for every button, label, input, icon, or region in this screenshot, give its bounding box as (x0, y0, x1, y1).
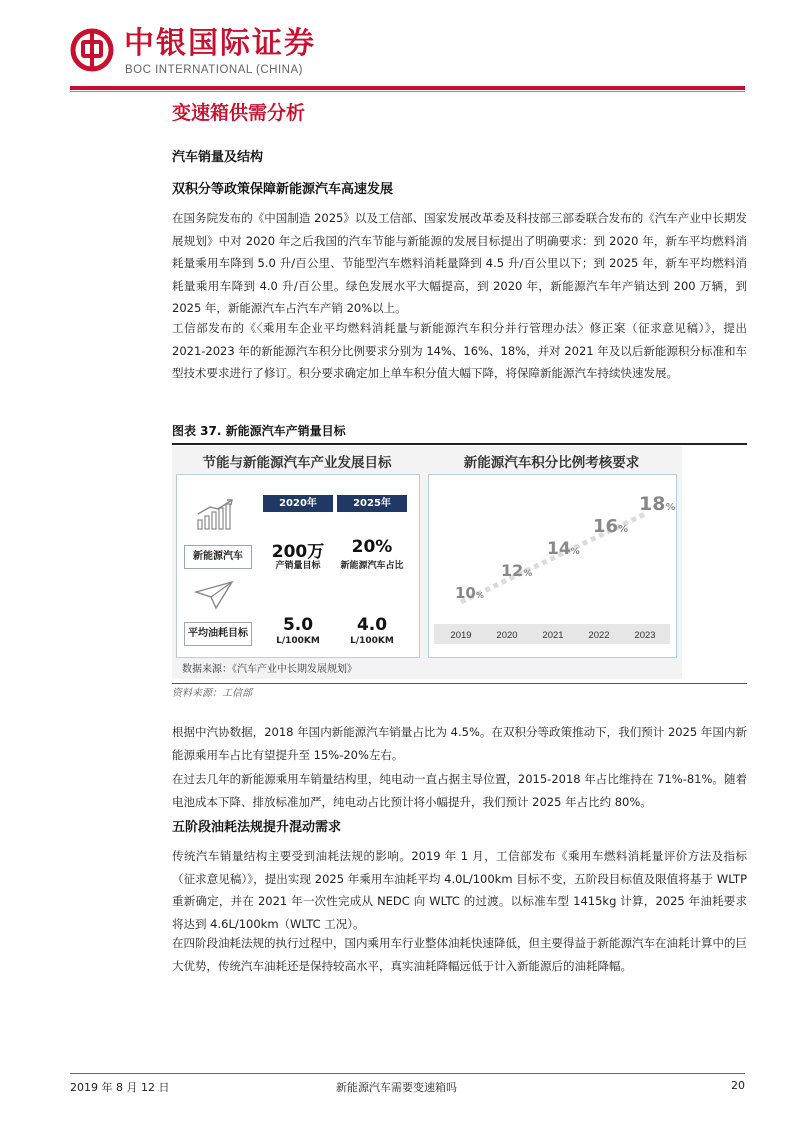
sub-2020-fuel: L/100KM (276, 636, 320, 646)
header-rule-thin (70, 91, 745, 92)
paper-plane-icon (194, 580, 234, 610)
paragraph: 传统汽车销量结构主要受到油耗法规的影响。2019 年 1 月，工信部发布《乘用车燃料消耗量评价方法及指标（征求意见稿）》，提出实现 2025 年乘用车油耗平均 4.0L/100km 目标不变，五阶段目标值及限值将基于 WLTP 重新确定，并在 2021 年一次性完成从 NEDC 向 WLTC 的过渡。以标准车型 1415kg 计算，2025 年油耗要求将达到 4.6L/100km（WLTC 工况）。 (172, 849, 747, 931)
paragraph: 根据中汽协数据，2018 年国内新能源汽车销量占比为 4.5%。在双积分等政策推动下，我们预计 2025 年国内新能源乘用车占比有望提升至 15%-20%左右。 (172, 725, 747, 762)
year-badge-2025: 2025年 (337, 495, 407, 512)
left-panel-title: 节能与新能源汽车产业发展目标 (202, 455, 392, 471)
bar-chart-trend-icon (196, 498, 236, 530)
value-2020-fuel: 5.0 (282, 615, 314, 635)
data-label: 10% (455, 584, 484, 602)
x-tick-label: 2023 (634, 630, 656, 641)
value-2025-share: 20% (351, 537, 393, 557)
footer-date: 2019 年 8 月 12 日 (70, 1081, 170, 1094)
paragraph: 在国务院发布的《中国制造 2025》以及工信部、国家发展改革委及科技部三部委联合发布的《汽车产业中长期发展规划》中对 2020 年之后我国的汽车节能与新能源的发展目标提出了明确要求：到 2020 年，新车平均燃料消耗量乘用车降到 5.0 升/百公里、节能型汽车燃料消耗量降到 4.5 升/百公里以下；到 2025 年，新车平均燃料消耗量乘用车降到 4.0 升/百公里。绿色发展水平大幅提高，到 2020 年，新能源汽车年产销达到 200 万辆，到 2025 年，新能源汽车占汽车产销 20%以上。 (172, 211, 747, 316)
paragraph: 在四阶段油耗法规的执行过程中，国内乘用车行业整体油耗快速降低，但主要得益于新能源汽车在油耗计算中的巨大优势，传统汽车油耗还是保持较高水平，真实油耗降幅远低于计入新能源后的油耗降幅。 (172, 936, 747, 973)
year-badge-2020: 2020年 (263, 495, 333, 512)
data-label: 12% (501, 561, 533, 580)
figure-rule-top (172, 443, 747, 445)
x-tick-label: 2019 (450, 630, 472, 641)
footer-title: 新能源汽车需要变速箱吗 (336, 1081, 457, 1094)
data-label: 18% (639, 493, 676, 515)
subsection-title: 汽车销量及结构 (172, 150, 264, 165)
value-2025-fuel: 4.0 (356, 615, 388, 635)
value-2020-sales: 200万 (271, 542, 325, 562)
x-tick-label: 2021 (542, 630, 564, 641)
header-rule (70, 86, 745, 90)
figure-rule-bottom (172, 683, 747, 684)
row-label-nev: 新能源汽车 (184, 545, 252, 569)
heading-fuel-regulation: 五阶段油耗法规提升混动需求 (172, 820, 342, 835)
paragraph: 在过去几年的新能源乘用车销量结构里，纯电动一直占据主导位置，2015-2018 年占比维持在 71%-81%。随着电池成本下降、排放标准加严，纯电动占比预计将小幅提升，我们预计 2025 年占比约 80%。 (172, 772, 747, 809)
sub-2025-fuel: L/100KM (350, 636, 394, 646)
figure-data-source: 数据来源：《汽车产业中长期发展规划》 (182, 664, 357, 675)
sub-2020-sales: 产销量目标 (275, 561, 321, 571)
x-tick-label: 2022 (588, 630, 610, 641)
section-title: 变速箱供需分析 (172, 102, 306, 124)
footer-rule (70, 1073, 745, 1074)
paragraph: 工信部发布的《〈乘用车企业平均燃料消耗量与新能源汽车积分并行管理办法〉修正案（征求意见稿）》，提出 2021-2023 年的新能源汽车积分比例要求分别为 14%、16%、18%，并对 2021 年及以后新能源积分标准和车型技术要求进行了修订。积分要求确定加上单车积分值大幅下降，将保障新能源汽车持续快速发展。 (172, 321, 747, 381)
chart-title: 新能源汽车积分比例考核要求 (463, 455, 640, 471)
boc-logo (70, 28, 114, 72)
figure-source: 资料来源：工信部 (172, 688, 252, 699)
data-label: 14% (547, 539, 580, 559)
heading-dual-credit: 双积分等政策保障新能源汽车高速发展 (172, 182, 394, 197)
x-tick-label: 2020 (496, 630, 518, 641)
row-label-fuel: 平均油耗目标 (184, 622, 252, 646)
page-number: 20 (731, 1079, 745, 1092)
figure-caption: 图表 37. 新能源汽车产销量目标 (172, 424, 346, 438)
data-label: 16% (593, 516, 629, 537)
brand-name-chinese: 中银国际证券 (124, 26, 316, 61)
credit-ratio-chart (428, 474, 677, 658)
sub-2025-share: 新能源汽车占比 (340, 561, 404, 571)
brand-name-english: BOC INTERNATIONAL (CHINA) (125, 64, 303, 76)
